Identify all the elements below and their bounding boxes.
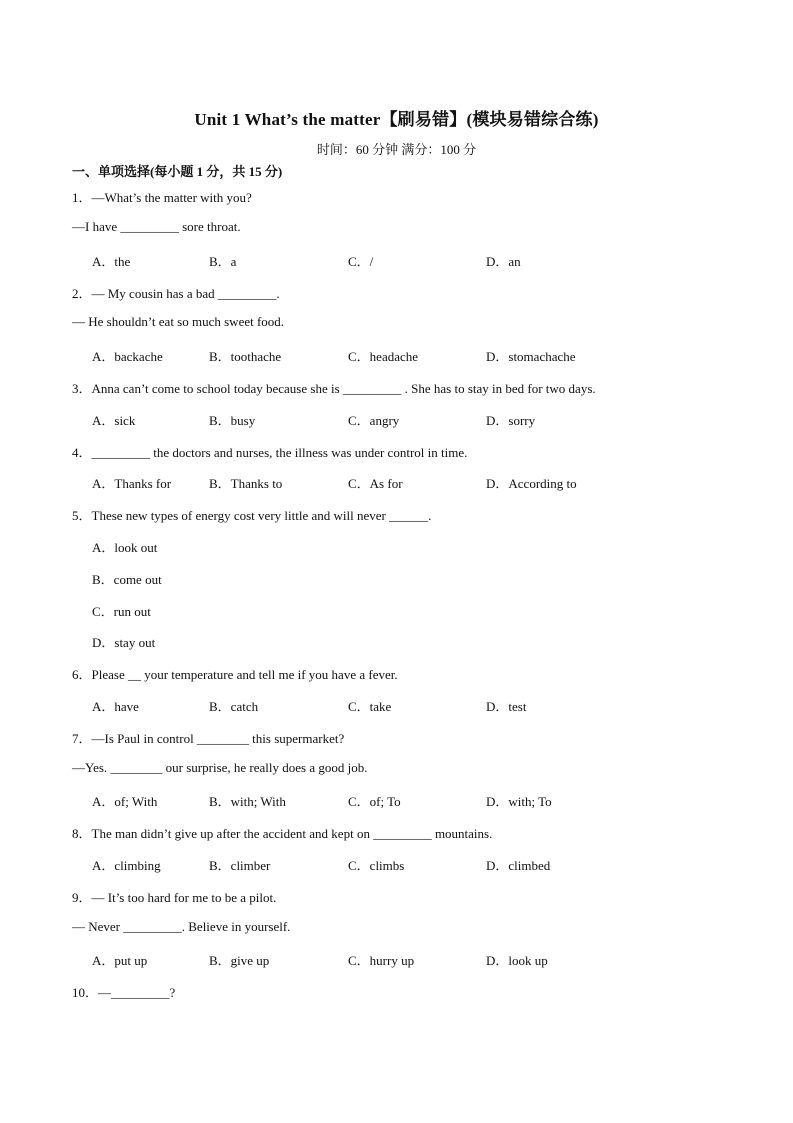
option-b[interactable]: B．come out [92,572,162,587]
option-a[interactable]: A．Thanks for [92,476,172,491]
option-b[interactable]: B．busy [209,413,256,428]
question-9-line-1: 9．— It’s too hard for me to be a pilot. [72,890,277,905]
question-3-line-1: 3．Anna can’t come to school today because she is _________ . She has to stay in bed for two days. [72,381,596,396]
option-c[interactable]: C．angry [348,413,400,428]
question-4-options [92,473,732,491]
option-a[interactable]: A．the [92,254,131,269]
question-6-options [92,696,732,714]
question-2-options [92,346,732,364]
section-heading: 一、单项选择(每小题 1 分，共 15 分) [72,164,283,179]
question-1-line-2: —I have _________ sore throat. [72,219,241,234]
question-1-options [92,251,732,269]
option-a[interactable]: A．have [92,699,139,714]
question-7-line-1: 7．—Is Paul in control ________ this supermarket? [72,731,345,746]
question-2-line-1: 2．— My cousin has a bad _________. [72,286,280,301]
option-a[interactable]: A．backache [92,349,163,364]
option-d[interactable]: D．look up [486,953,548,968]
option-c[interactable]: C．headache [348,349,419,364]
option-b[interactable]: B．a [209,254,237,269]
option-d[interactable]: D．stomachache [486,349,576,364]
question-1-line-1: 1．—What’s the matter with you? [72,190,252,205]
option-a[interactable]: A．sick [92,413,136,428]
option-c[interactable]: C．hurry up [348,953,415,968]
question-9-options [92,950,732,968]
option-c[interactable]: C．As for [348,476,403,491]
option-d[interactable]: D．test [486,699,527,714]
option-b[interactable]: B．give up [209,953,270,968]
option-d[interactable]: D．an [486,254,521,269]
option-c[interactable]: C．climbs [348,858,405,873]
option-d[interactable]: D．climbed [486,858,551,873]
option-a[interactable]: A．put up [92,953,148,968]
option-a[interactable]: A．look out [92,540,158,555]
option-b[interactable]: B．with; With [209,794,286,809]
option-d[interactable]: D．with; To [486,794,552,809]
option-b[interactable]: B．climber [209,858,271,873]
option-c[interactable]: C．of; To [348,794,401,809]
option-d[interactable]: D．According to [486,476,577,491]
question-7-line-2: —Yes. ________ our surprise, he really does a good job. [72,760,368,775]
option-a[interactable]: A．climbing [92,858,161,873]
option-b[interactable]: B．toothache [209,349,282,364]
exam-title: Unit 1 What’s the matter【刷易错】(模块易错综合练) [194,110,599,129]
option-b[interactable]: B．Thanks to [209,476,283,491]
exam-time-score: 时间：60 分钟 满分：100 分 [316,142,477,157]
question-7-options [92,791,732,809]
question-3-options [92,410,732,428]
option-a[interactable]: A．of; With [92,794,158,809]
option-b[interactable]: B．catch [209,699,259,714]
option-c[interactable]: C．run out [92,604,151,619]
question-10-line-1: 10．—_________? [72,985,176,1000]
question-5-line-1: 5．These new types of energy cost very little and will never ______. [72,508,432,523]
option-d[interactable]: D．sorry [486,413,536,428]
option-c[interactable]: C．/ [348,254,374,269]
option-d[interactable]: D．stay out [92,635,156,650]
option-c[interactable]: C．take [348,699,392,714]
question-9-line-2: — Never _________. Believe in yourself. [72,919,291,934]
question-8-options [92,855,732,873]
question-8-line-1: 8．The man didn’t give up after the accident and kept on _________ mountains. [72,826,493,841]
question-2-line-2: — He shouldn’t eat so much sweet food. [72,314,285,329]
question-4-line-1: 4．_________ the doctors and nurses, the illness was under control in time. [72,445,468,460]
question-6-line-1: 6．Please __ your temperature and tell me if you have a fever. [72,667,398,682]
